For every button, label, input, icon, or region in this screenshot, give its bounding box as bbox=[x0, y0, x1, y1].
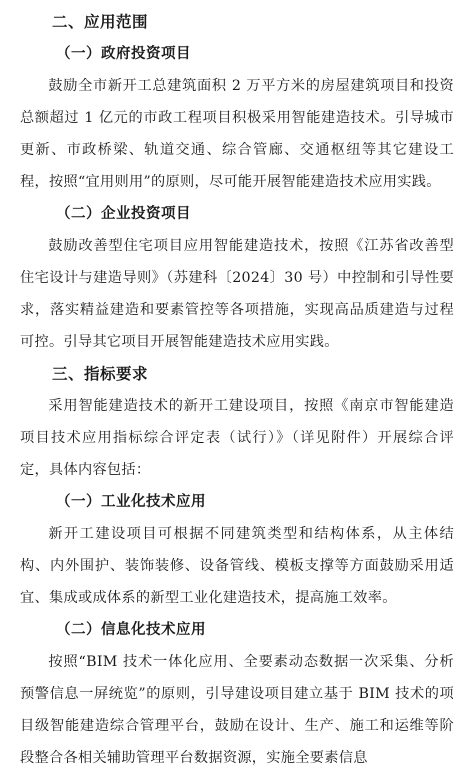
subsection-heading-enterprise-projects: （二）企业投资项目 bbox=[56, 206, 191, 222]
subsection-heading-info-tech: （二）信息化技术应用 bbox=[56, 622, 206, 638]
section-heading-scope: 二、应用范围 bbox=[52, 13, 149, 31]
subsection-heading-government-projects: （一）政府投资项目 bbox=[56, 46, 191, 62]
paragraph-enterprise-projects: 鼓励改善型住宅项目应用智能建造技术，按照《江苏省改善型住宅设计与建造导则》（苏建科〔2024〕30 号）中控制和引导性要求，落实精益建造和要素管控等各项措施，实现高品质建造与过程可控。引导其它项目开展智能建造技术应用实践。 bbox=[20, 238, 454, 350]
subsection-heading-industrial-tech: （一）工业化技术应用 bbox=[56, 494, 206, 510]
paragraph-industrial-tech: 新开工建设项目可根据不同建筑类型和结构体系，从主体结构、内外围护、装饰装修、设备管线、模板支撑等方面鼓励采用适宜、集成或成体系的新型工业化建造技术，提高施工效率。 bbox=[20, 526, 454, 606]
paragraph-info-tech: 按照“BIM 技术一体化应用、全要素动态数据一次采集、分析预警信息一屏统览”的原则，引导建设项目建立基于 BIM 技术的项目级智能建造综合管理平台，鼓励在设计、生产、施工和运维等阶段整合各相关辅助管理平台数据资源，实施全要素信息 bbox=[20, 654, 454, 766]
section-heading-indicators: 三、指标要求 bbox=[52, 365, 149, 383]
paragraph-government-projects: 鼓励全市新开工总建筑面积 2 万平方米的房屋建筑项目和投资总额超过 1 亿元的市政工程项目积极采用智能建造技术。引导城市更新、市政桥梁、轨道交通、综合管廊、交通枢纽等其它建设工程，按照“宜用则用”的原则，尽可能开展智能建造技术应用实践。 bbox=[20, 78, 454, 190]
paragraph-indicators-intro: 采用智能建造技术的新开工建设项目，按照《南京市智能建造项目技术应用指标综合评定表（试行）》（详见附件）开展综合评定，具体内容包括： bbox=[20, 398, 454, 478]
